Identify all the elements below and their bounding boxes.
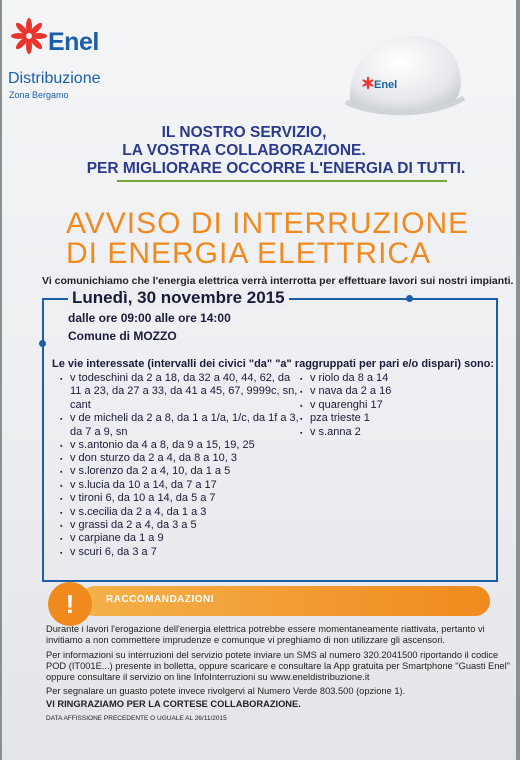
- interruption-date: Lunedì, 30 novembre 2015: [68, 288, 289, 308]
- helmet-logo-text: Enel: [374, 79, 398, 91]
- street-item: ▪ v riolo da 8 a 14: [300, 372, 490, 385]
- streets-column-1: [60, 372, 300, 452]
- title-line-2: DI ENERGIA ELETTRICA: [66, 237, 432, 270]
- street-item: ▪ v don sturzo da 2 a 4, da 8 a 10, 3: [60, 452, 300, 465]
- brand-name: Enel: [48, 28, 99, 56]
- frame-dot-left: [39, 340, 46, 347]
- street-item: ▪ pza trieste 1: [300, 412, 490, 425]
- street-item: ▪ v carpiane da 1 a 9: [60, 532, 300, 545]
- warning-icon: !: [48, 582, 92, 626]
- slogan-line-1: IL NOSTRO SERVIZIO,: [161, 124, 327, 141]
- interruption-hours: dalle ore 09:00 alle ore 14:00: [68, 311, 231, 325]
- streets-column-3: [60, 452, 300, 559]
- street-item: ▪ v de micheli da 2 a 8, da 1 a 1/a, 1/c, da 1f a 3, da 7 a 9, sn: [60, 412, 300, 439]
- slogan-underline: [117, 180, 447, 182]
- recommendations-label: RACCOMANDAZIONI: [106, 594, 215, 605]
- street-item: ▪ v nava da 2 a 16: [300, 385, 490, 398]
- enel-flower-icon: [10, 18, 48, 58]
- recommendations-paragraph-1: Durante i lavori l'erogazione dell'energia elettrica potrebbe essere momentaneamente riattivata, pertanto vi invitiamo a non commettere imprudenze e comunque vi preghiamo di non utilizzare gli ascensori.: [46, 624, 485, 645]
- frame-dot-top: [406, 295, 413, 302]
- street-item: ▪ v grassi da 2 a 4, da 3 a 5: [60, 519, 300, 532]
- streets-heading: Le vie interessate (intervalli dei civici "da" "a" raggruppati per pari e/o dispari) sono:: [52, 358, 495, 370]
- comune-name: Comune di MOZZO: [68, 329, 177, 343]
- street-item: ▪ v tironi 6, da 10 a 14, da 5 a 7: [60, 492, 300, 505]
- street-item: ▪ v s.lucia da 10 a 14, da 7 a 17: [60, 479, 300, 492]
- helmet-image: [342, 28, 467, 120]
- division-name: Distribuzione: [8, 70, 101, 87]
- slogan-line-3: PER MIGLIORARE OCCORRE L'ENERGIA DI TUTTI.: [86, 160, 466, 177]
- slogan-line-2: LA VOSTRA COLLABORAZIONE.: [122, 142, 366, 159]
- recommendations-paragraph-3: Per segnalare un guasto potete invece rivolgervi al Numero Verde 803.500 (opzione 1).: [46, 686, 406, 696]
- street-item: ▪ v todeschini da 2 a 18, da 32 a 40, 44, 62, da 11 a 23, da 27 a 33, da 41 a 45, 67, 9999c, sn, cant: [60, 372, 300, 412]
- street-item: ▪ v scuri 6, da 3 a 7: [60, 546, 300, 559]
- title-line-1: AVVISO DI INTERRUZIONE: [66, 207, 470, 240]
- street-item: ▪ v s.antonio da 4 a 8, da 9 a 15, 19, 25: [60, 439, 300, 452]
- street-item: ▪ v s.anna 2: [300, 426, 490, 439]
- streets-column-2: [300, 372, 490, 439]
- street-item: ▪ v s.lorenzo da 2 a 4, 10, da 1 a 5: [60, 465, 300, 478]
- thanks-text: VI RINGRAZIAMO PER LA CORTESE COLLABORAZIONE.: [46, 699, 301, 709]
- zone-name: Zona Bergamo: [9, 90, 69, 100]
- intro-text: Vi comunichiamo che l'energia elettrica verrà interrotta per effettuare lavori sui nostri impianti.: [42, 275, 514, 287]
- street-item: ▪ v s.cecilia da 2 a 4, da 1 a 3: [60, 506, 300, 519]
- notice-sheet: [2, 0, 516, 760]
- street-item: ▪ v quarenghi 17: [300, 399, 490, 412]
- recommendations-paragraph-2: Per informazioni su interruzioni del servizio potete inviare un SMS al numero 320.2041500 riportando il codice POD (IT001E...) presente in bolletta, oppure scaricare e consultare la App gratuita per Smartphone "Guasti Enel" oppure consultare il servizio on line InfoInterruzioni su www.eneldistribuzione.it: [46, 650, 510, 682]
- posting-date: DATA AFFISSIONE PRECEDENTE O UGUALE AL 26/11/2015: [46, 715, 227, 722]
